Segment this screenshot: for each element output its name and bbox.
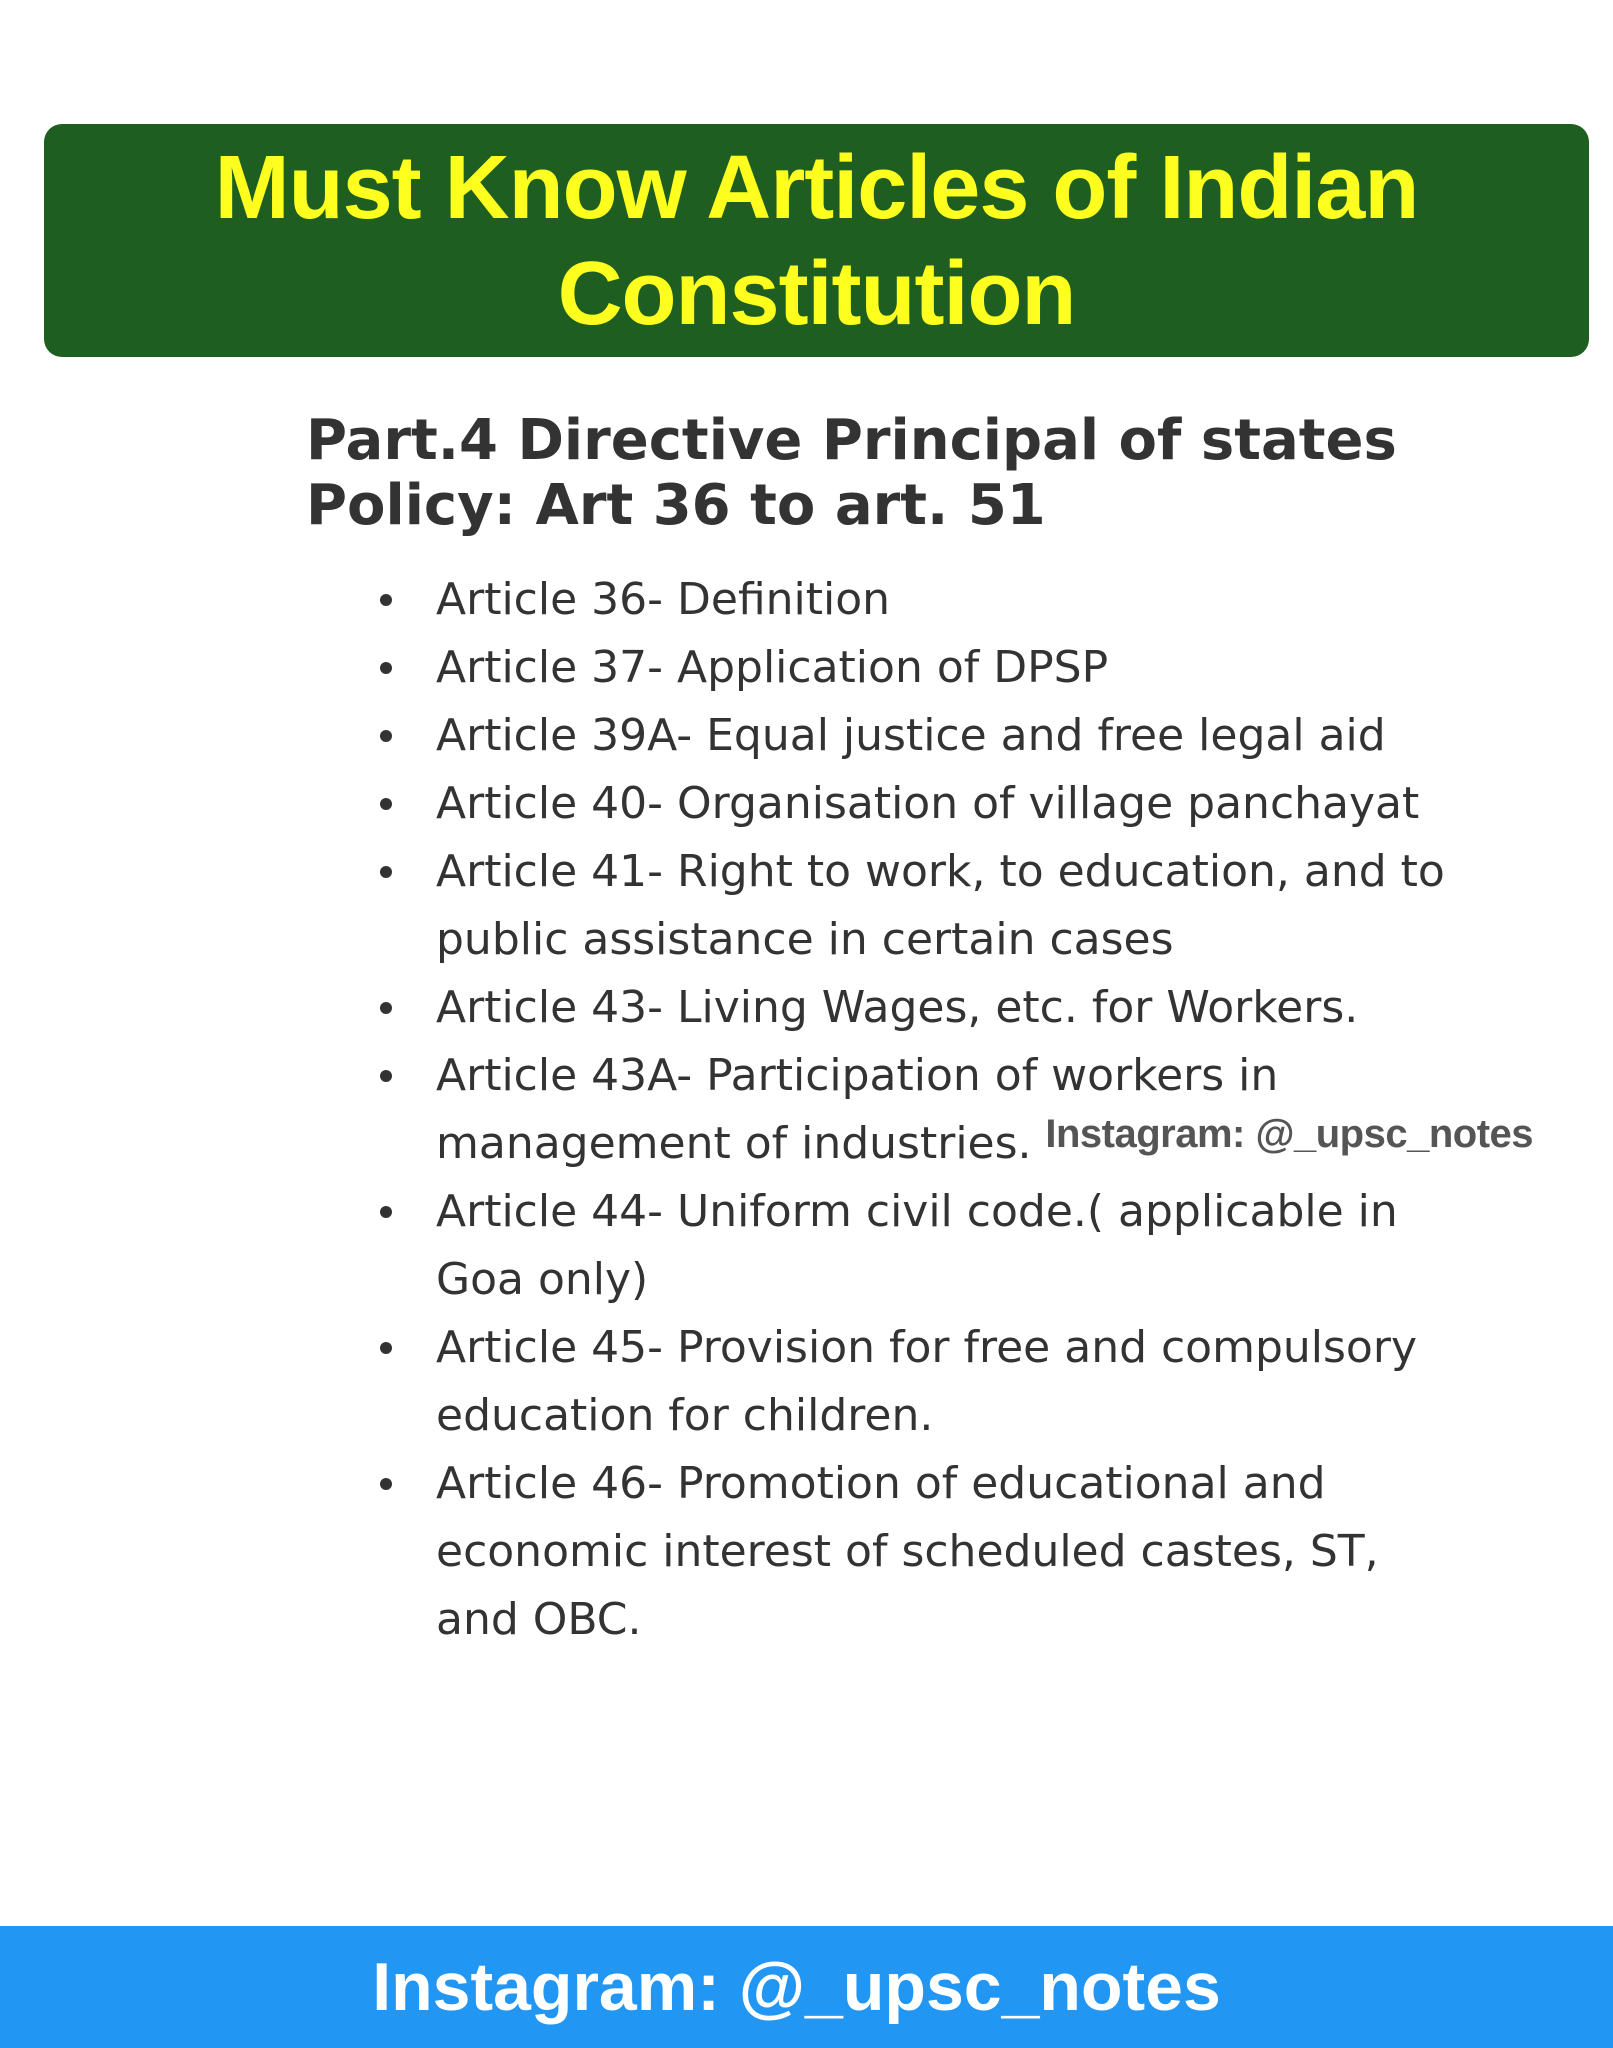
footer-bar	[0, 1926, 1613, 2048]
list-item-article-45	[436, 1314, 1466, 1450]
list-item-article-46	[436, 1450, 1466, 1654]
article-text: Article 39A- Equal justice and free legal aid	[436, 710, 1386, 761]
section-heading: Part.4 Directive Principal of states Policy: Art 36 to art. 51	[306, 408, 1397, 538]
bullet-icon	[380, 1206, 392, 1218]
article-text: Article 40- Organisation of village panchayat	[436, 778, 1420, 829]
list-item-article-41	[436, 838, 1466, 974]
list-item-article-44	[436, 1178, 1466, 1314]
instagram-watermark: Instagram: @_upsc_notes	[1045, 1112, 1533, 1156]
bullet-icon	[380, 1002, 392, 1014]
bullet-icon	[380, 866, 392, 878]
list-item-article-43	[436, 974, 1466, 1042]
article-text: Article 43- Living Wages, etc. for Workers.	[436, 982, 1359, 1033]
bullet-icon	[380, 798, 392, 810]
bullet-icon	[380, 730, 392, 742]
bullet-icon	[380, 1342, 392, 1354]
article-text: Article 43A- Participation of workers in management of industries.	[436, 1050, 1279, 1169]
title-banner	[44, 124, 1589, 357]
list-item-article-37	[436, 634, 1466, 702]
list-item-article-39a	[436, 702, 1466, 770]
footer-instagram-handle: Instagram: @_upsc_notes	[372, 1949, 1221, 2025]
list-item-article-40	[436, 770, 1466, 838]
bullet-icon	[380, 1478, 392, 1490]
article-text: Article 46- Promotion of educational and economic interest of scheduled castes, ST, and OBC.	[436, 1458, 1379, 1645]
article-text: Article 41- Right to work, to education, and to public assistance in certain cases	[436, 846, 1445, 965]
article-text: Article 37- Application of DPSP	[436, 642, 1109, 693]
bullet-icon	[380, 594, 392, 606]
bullet-icon	[380, 662, 392, 674]
article-text: Article 44- Uniform civil code.( applicable in Goa only)	[436, 1186, 1398, 1305]
article-text: Article 45- Provision for free and compulsory education for children.	[436, 1322, 1417, 1441]
page-title: Must Know Articles of Indian Constitution	[214, 137, 1419, 344]
bullet-icon	[380, 1070, 392, 1082]
article-text: Article 36- Definition	[436, 574, 891, 625]
list-item-article-36	[436, 566, 1466, 634]
